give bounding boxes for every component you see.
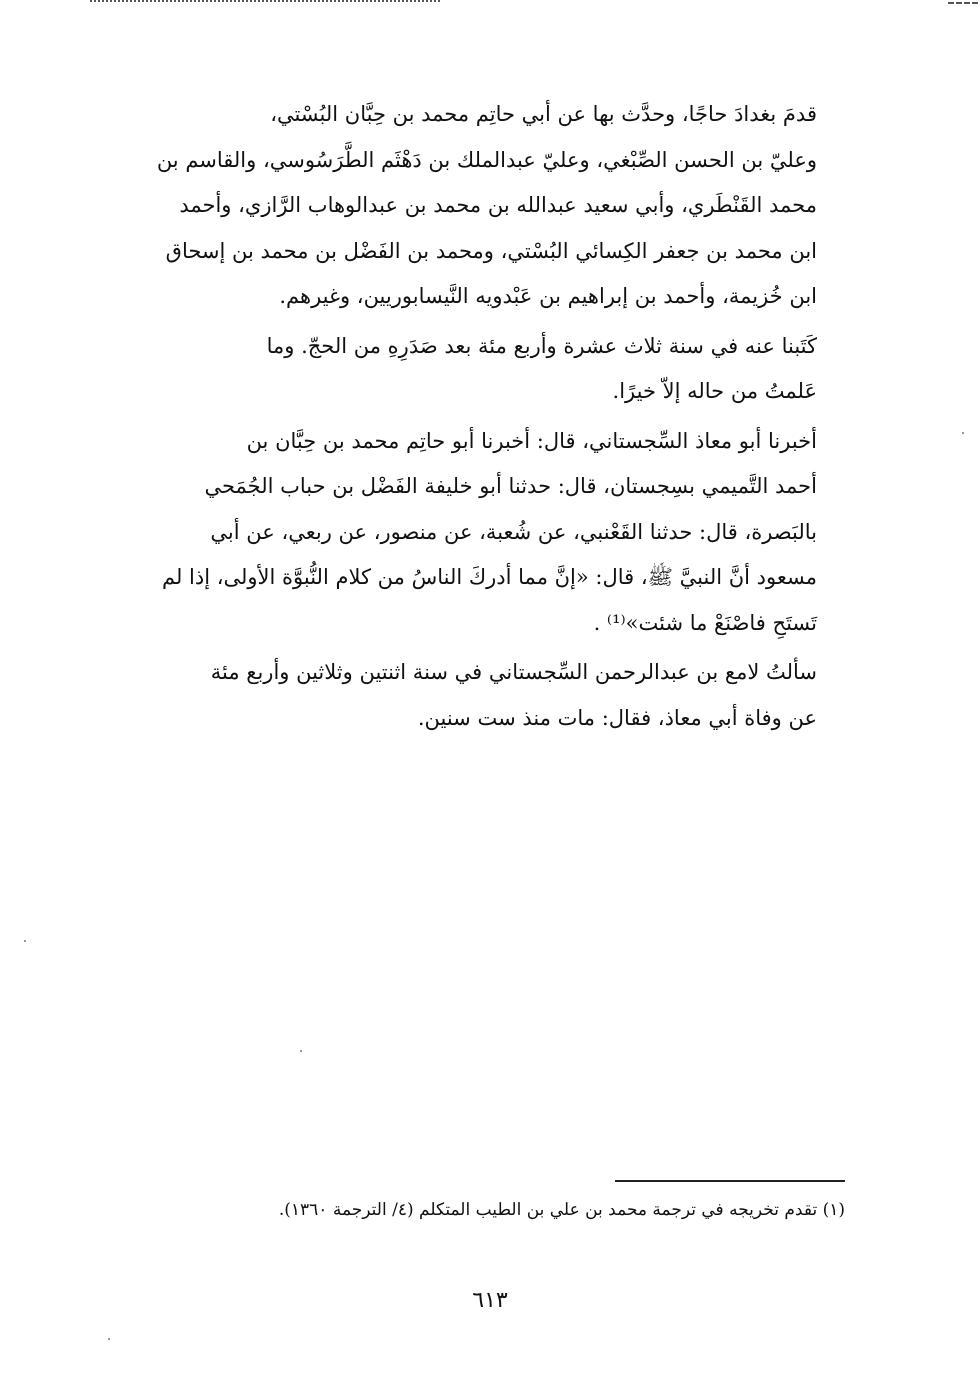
scan-speck bbox=[108, 1338, 110, 1340]
paragraph-3 bbox=[155, 419, 845, 647]
text-line: بالبَصرة، قال: حدثنا القَعْنبي، عن شُعبة، عن منصور، عن ربعي، عن أبي bbox=[210, 519, 817, 544]
scan-top-edge bbox=[90, 0, 440, 2]
scan-speck bbox=[24, 940, 26, 942]
text-line: قدمَ بغدادَ حاجًا، وحدَّث بها عن أبي حاتِم محمد بن حِبَّان البُسْتي، bbox=[270, 102, 817, 126]
text-line: مسعود أنَّ النبيَّ ﷺ، قال: «إنَّ مما أدركَ الناسُ من كلام النُّبوَّة الأولى، إذا لم bbox=[161, 565, 817, 589]
scan-speck bbox=[962, 432, 964, 434]
scan-speck bbox=[300, 1050, 302, 1052]
text-line: كَتَبنا عنه في سنة ثلاث عشرة وأربع مئة بعد صَدَرِهِ من الحجّ. وما bbox=[266, 333, 817, 358]
footnote-separator bbox=[615, 1180, 845, 1182]
text-line: عن وفاة أبي معاذ، فقال: مات منذ ست سنين. bbox=[417, 705, 817, 730]
text-line: وعليّ بن الحسن الصِّبْغي، وعليّ عبدالملك بن دَهْثَم الطَّرَسُوسي، والقاسم بن bbox=[156, 147, 817, 172]
text-line: أخبرنا أبو معاذ السِّجستاني، قال: أخبرنا أبو حاتِم محمد بن حِبَّان بن bbox=[246, 428, 817, 453]
main-text bbox=[155, 92, 845, 745]
text-line: تَستَحِ فاصْنَعْ ما شئت»⁽¹⁾ . bbox=[593, 610, 817, 635]
paragraph-4 bbox=[155, 650, 845, 741]
text-line: ابن خُزيمة، وأحمد بن إبراهيم بن عَبْدويه النَّيسابوريين، وغيرهم. bbox=[279, 284, 817, 308]
text-line: سألتُ لامع بن عبدالرحمن السِّجستاني في سنة اثنتين وثلاثين وأربع مئة bbox=[210, 660, 817, 684]
paragraph-1 bbox=[155, 92, 845, 320]
text-line: محمد القَنْطَري، وأبي سعيد عبدالله بن محمد بن عبدالوهاب الرَّازي، وأحمد bbox=[179, 193, 817, 217]
scan-corner-mark bbox=[948, 2, 978, 4]
page-number: ٦١٣ bbox=[472, 1288, 508, 1313]
footnote: (١) تقدم تخريجه في ترجمة محمد بن علي بن الطيب المتكلم (٤/ الترجمة ١٣٦٠). bbox=[278, 1200, 845, 1220]
paragraph-2 bbox=[155, 324, 845, 415]
text-line: ابن محمد بن جعفر الكِسائي البُسْتي، ومحمد بن الفَضْل بن محمد بن إسحاق bbox=[165, 238, 817, 263]
text-line: عَلمتُ من حاله إلاّ خيرًا. bbox=[612, 379, 817, 403]
text-line: أحمد التَّميمي بسِجستان، قال: حدثنا أبو خليفة الفَضْل بن حباب الجُمَحي bbox=[204, 474, 817, 498]
